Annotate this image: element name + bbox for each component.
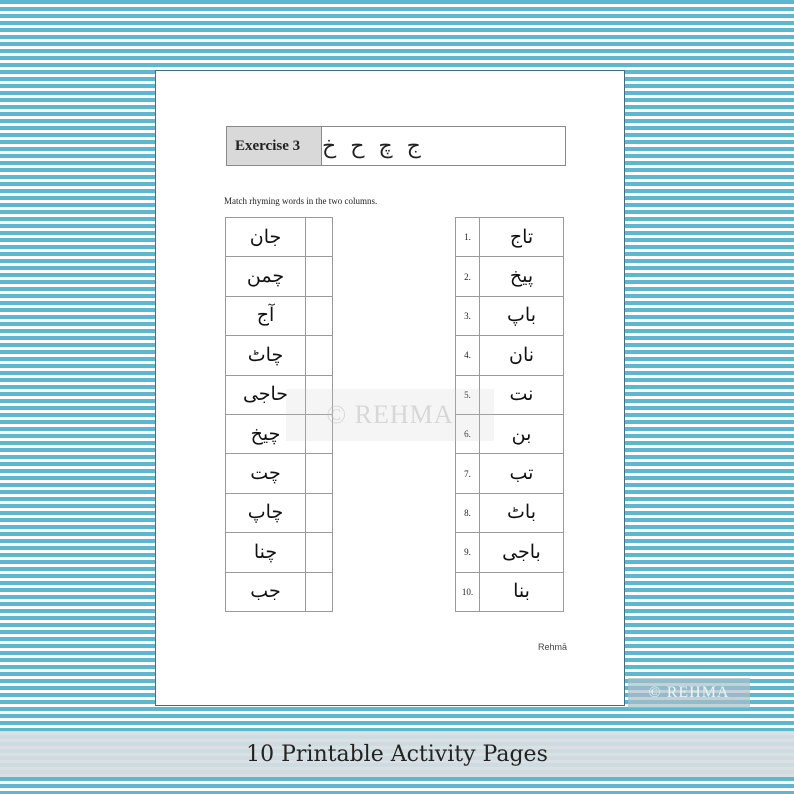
table-row xyxy=(456,493,564,532)
row-number: 3. xyxy=(456,296,480,335)
answer-blank xyxy=(306,218,333,257)
instructions: Match rhyming words in the two columns. xyxy=(224,196,378,206)
table-row xyxy=(456,454,564,493)
table-row xyxy=(226,454,333,493)
table-row xyxy=(456,336,564,375)
letter: خ xyxy=(322,133,337,158)
word-cell: چت xyxy=(226,454,306,493)
row-number: 5. xyxy=(456,375,480,414)
row-number: 9. xyxy=(456,533,480,572)
letter: چ xyxy=(378,133,393,158)
word-cell: باجی xyxy=(480,533,564,572)
word-cell: باٹ xyxy=(480,493,564,532)
row-number: 7. xyxy=(456,454,480,493)
caption-text: 10 Printable Activity Pages xyxy=(246,741,548,767)
row-number: 4. xyxy=(456,336,480,375)
row-number: 2. xyxy=(456,257,480,296)
table-row xyxy=(456,296,564,335)
table-row xyxy=(456,218,564,257)
letter: ج xyxy=(406,133,421,158)
table-row xyxy=(226,336,333,375)
word-cell: چمن xyxy=(226,257,306,296)
row-number: 6. xyxy=(456,414,480,453)
answer-blank xyxy=(306,336,333,375)
exercise-header xyxy=(226,126,566,166)
word-cell: جب xyxy=(226,572,306,611)
answer-blank xyxy=(306,257,333,296)
row-number: 10. xyxy=(456,572,480,611)
word-cell: حاجی xyxy=(226,375,306,414)
exercise-letters xyxy=(322,127,565,165)
table-row xyxy=(226,296,333,335)
word-cell: آج xyxy=(226,296,306,335)
table-row xyxy=(226,257,333,296)
table-row xyxy=(456,572,564,611)
word-cell: نان xyxy=(480,336,564,375)
worksheet-page xyxy=(155,70,625,706)
answer-blank xyxy=(306,533,333,572)
watermark-center: © REHMA xyxy=(286,389,494,441)
answer-blank xyxy=(306,572,333,611)
word-cell: بنا xyxy=(480,572,564,611)
word-cell: جان xyxy=(226,218,306,257)
word-cell: نت xyxy=(480,375,564,414)
word-cell: چنا xyxy=(226,533,306,572)
caption-bar xyxy=(0,731,794,777)
word-cell: پیخ xyxy=(480,257,564,296)
brand-logo: Rehmā xyxy=(538,642,568,652)
watermark-corner: © REHMA xyxy=(628,678,750,708)
word-cell: باپ xyxy=(480,296,564,335)
table-row xyxy=(456,533,564,572)
exercise-title: Exercise 3 xyxy=(227,127,322,165)
table-row xyxy=(456,257,564,296)
word-cell: چیخ xyxy=(226,414,306,453)
word-cell: تاج xyxy=(480,218,564,257)
row-number: 1. xyxy=(456,218,480,257)
word-cell: چاپ xyxy=(226,493,306,532)
row-number: 8. xyxy=(456,493,480,532)
letter: ح xyxy=(350,133,365,158)
table-row xyxy=(226,533,333,572)
table-row xyxy=(226,493,333,532)
word-cell: تب xyxy=(480,454,564,493)
word-cell: چاٹ xyxy=(226,336,306,375)
word-cell: بن xyxy=(480,414,564,453)
answer-blank xyxy=(306,296,333,335)
answer-blank xyxy=(306,454,333,493)
table-row xyxy=(226,218,333,257)
table-row xyxy=(226,572,333,611)
answer-blank xyxy=(306,493,333,532)
